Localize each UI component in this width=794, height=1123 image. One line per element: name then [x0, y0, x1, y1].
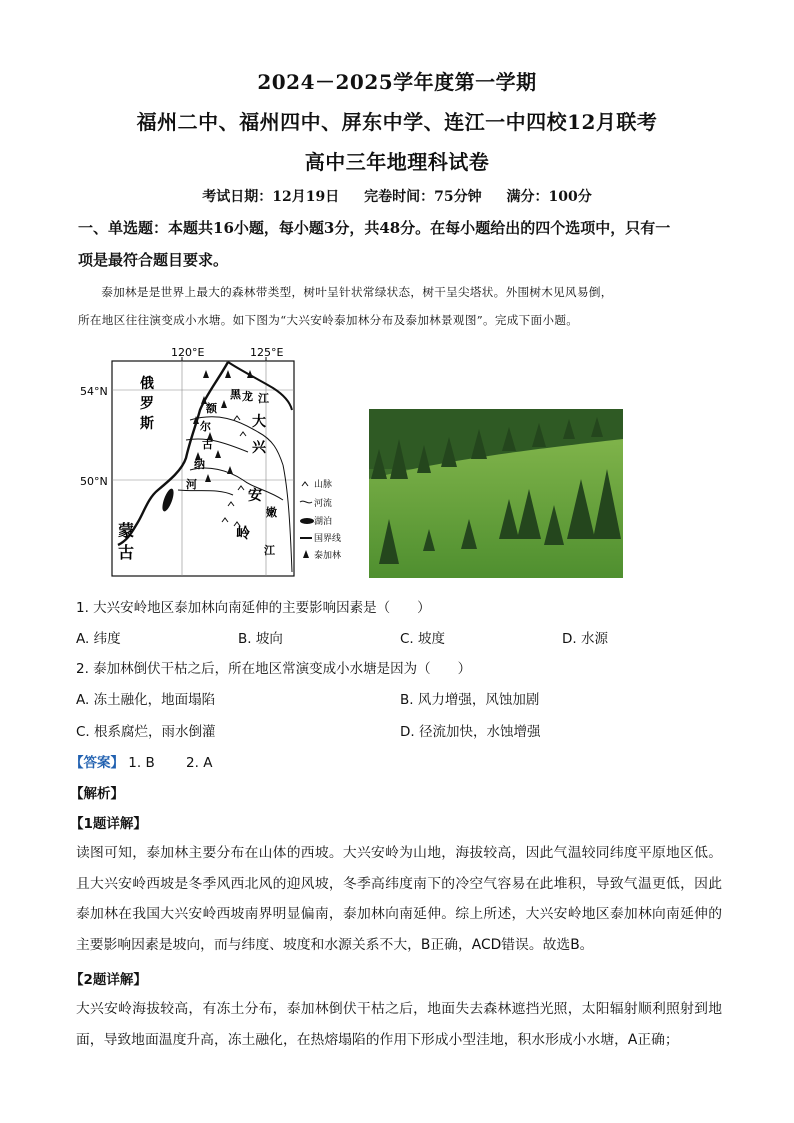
material-paragraph — [78, 278, 723, 334]
label-mongolia-1: 蒙 — [118, 521, 135, 540]
legend-mountain: 山脉 — [314, 480, 333, 490]
label-ergun-1: 额 — [206, 402, 217, 415]
detail1-text: 读图可知，泰加林主要分布在山体的西坡。大兴安岭为山地，海拔较高，因此气温较同纬度平原地区低。且大兴安岭西坡是冬季风西北风的迎风坡，冬季高纬度南下的冷空气容易在此堆积，导致气温更低，因此泰加林在我国大兴安岭西坡南界明显偏南，泰加林向南延伸。综上所述，大兴安岭地区泰加林向南延伸的主要影响因素是坡向，而与纬度、坡度和水源关系不大，B正确，ACD错误。故选B。 — [76, 845, 722, 953]
label-russia-1: 俄 — [140, 376, 154, 392]
lake — [160, 487, 176, 512]
label-nenjiang-1: 嫩 — [266, 506, 277, 519]
answer-text: 1. B 2. A — [128, 755, 213, 771]
detail1-label: 【1题详解】 — [70, 816, 147, 832]
question-1-stem: 1. 大兴安岭地区泰加林向南延伸的主要影响因素是（ ） — [76, 600, 431, 616]
answer-line — [70, 751, 212, 771]
lat-label-54: 54°N — [80, 385, 108, 398]
label-heilongjiang-1: 黑 — [230, 388, 241, 401]
q1-option-a: A. 纬度 — [76, 631, 121, 647]
exam-full-score: 满分：100分 — [506, 189, 592, 205]
material-line2: 所在地区往往演变成小水塘。如下图为“大兴安岭泰加林分布及泰加林景观图”。完成下面小题。 — [78, 313, 579, 327]
detail2-label: 【2题详解】 — [70, 972, 147, 988]
exam-info — [0, 186, 794, 206]
label-daxinganling-3: 安 — [248, 488, 262, 504]
exam-date: 考试日期：12月19日 — [202, 189, 340, 205]
label-ergun-3: 古 — [202, 438, 213, 451]
legend-border: 国界线 — [314, 534, 342, 544]
lat-label-50: 50°N — [80, 475, 108, 488]
section-heading-line1: 一、单选题：本题共16小题，每小题3分，共48分。在每小题给出的四个选项中，只有一 — [78, 219, 671, 237]
legend-lake: 湖泊 — [314, 517, 333, 527]
taiga-distribution-map — [78, 340, 358, 580]
lon-label-125: 125°E — [250, 346, 284, 359]
label-heilongjiang-3: 江 — [258, 392, 269, 405]
national-border — [118, 362, 228, 545]
label-russia-3: 斯 — [140, 416, 154, 432]
q2-option-d: D. 径流加快，水蚀增强 — [400, 724, 541, 740]
river-3 — [190, 468, 283, 500]
answer-label: 【答案】 — [70, 755, 124, 771]
q2-option-c: C. 根系腐烂，雨水倒灌 — [76, 724, 216, 740]
section-heading-line2: 项是最符合题目要求。 — [78, 251, 229, 269]
legend-river: 河流 — [314, 499, 333, 509]
taiga-landscape-photo — [369, 409, 623, 578]
label-heilongjiang-2: 龙 — [242, 390, 253, 403]
question-2-stem: 2. 泰加林倒伏干枯之后，所在地区常演变成小水塘是因为（ ） — [76, 661, 472, 677]
label-ergun-2: 尔 — [200, 420, 211, 433]
label-daxinganling-2: 兴 — [252, 440, 266, 456]
legend-taiga: 泰加林 — [314, 551, 342, 561]
river-nen — [283, 465, 292, 572]
detail2-text: 大兴安岭海拔较高，有冻土分布，泰加林倒伏干枯之后，地面失去森林遮挡光照，太阳辐射顺利照射到地面，导致地面温度升高，冻土融化，在热熔塌陷的作用下形成小型洼地，积水形成小水塘，A正确； — [76, 1001, 722, 1048]
map-legend — [300, 478, 341, 561]
river-2 — [186, 439, 248, 452]
label-russia-2: 罗 — [140, 396, 154, 412]
exam-title-line1: 2024－2025学年度第一学期 — [257, 70, 537, 94]
exam-title-line2: 福州二中、福州四中、屏东中学、连江一中四校12月联考 — [136, 110, 658, 134]
q2-option-b: B. 风力增强，风蚀加剧 — [400, 692, 540, 708]
label-ergun-5: 河 — [186, 478, 197, 491]
section-heading — [78, 212, 728, 276]
q1-option-d: D. 水源 — [562, 631, 608, 647]
label-ergun-4: 纳 — [194, 458, 205, 471]
q1-option-c: C. 坡度 — [400, 631, 446, 647]
exam-duration: 完卷时间：75分钟 — [364, 189, 482, 205]
label-daxinganling-4: 岭 — [236, 526, 250, 542]
analysis-label: 【解析】 — [70, 786, 124, 802]
exam-title-line3: 高中三年地理科试卷 — [304, 150, 490, 174]
material-line1: 泰加林是是世界上最大的森林带类型，树叶呈针状常绿状态，树干呈尖塔状。外围树木见风易倒， — [101, 285, 613, 299]
q1-option-b: B. 坡向 — [238, 631, 283, 647]
label-mongolia-2: 古 — [118, 543, 135, 562]
label-nenjiang-2: 江 — [264, 544, 275, 557]
lon-label-120: 120°E — [171, 346, 205, 359]
label-daxinganling-1: 大 — [252, 414, 266, 430]
q2-option-a: A. 冻土融化，地面塌陷 — [76, 692, 216, 708]
